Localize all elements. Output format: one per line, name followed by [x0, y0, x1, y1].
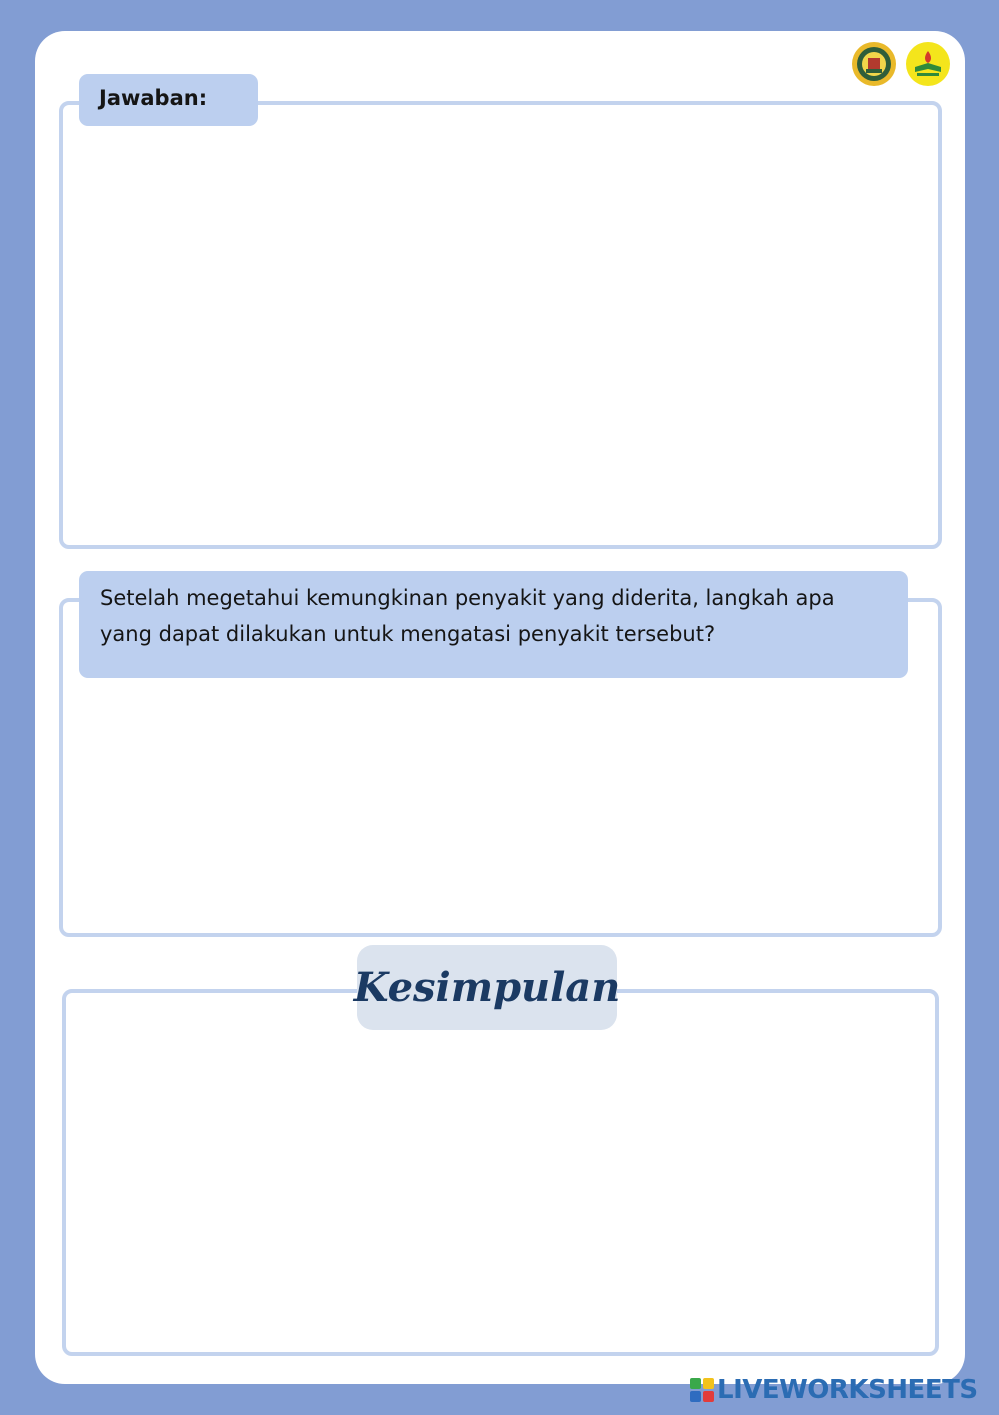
- answer-label: Jawaban:: [79, 74, 258, 126]
- question-answer-area[interactable]: [67, 714, 934, 929]
- brand-wordmark: LIVEWORKSHEETS: [717, 1375, 978, 1405]
- conclusion-box: [62, 989, 939, 1356]
- school-emblem-icon: [905, 41, 951, 87]
- university-seal-icon: [851, 41, 897, 87]
- worksheet-page: [35, 31, 965, 1384]
- conclusion-input-area[interactable]: [70, 1037, 931, 1348]
- liveworksheets-logo-icon: [690, 1378, 714, 1402]
- liveworksheets-brand: [690, 1375, 978, 1405]
- conclusion-title: Kesimpulan: [357, 945, 617, 1030]
- question-text: Setelah megetahui kemungkinan penyakit yang diderita, langkah apa yang dapat dilakukan untuk mengatasi penyakit tersebut?: [79, 571, 908, 678]
- header-logos: [851, 41, 951, 87]
- answer-box: [59, 101, 942, 549]
- answer-input-area[interactable]: [67, 145, 934, 541]
